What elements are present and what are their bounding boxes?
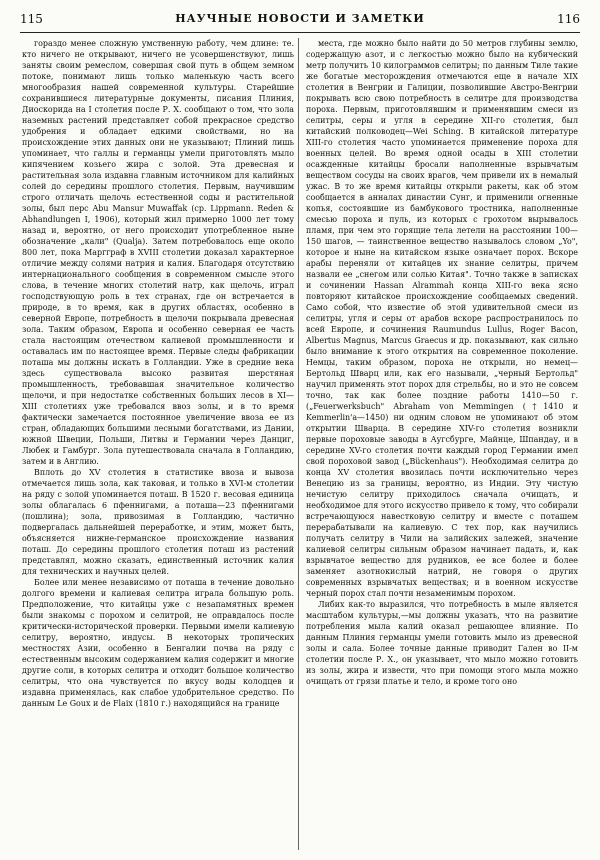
paragraph: гораздо менее сложную умственную работу, чем длине: те. кто ничего не открывают, ничего не усовершенствуют, лишь заняты своим ремеслом, совершая свой путь в общем земном потоке, понимают лишь только маленькую часть всего многообразия нашей современной культуры. Старейшие сохранившиеся литературные документы, писания Плиния, Диоскорида на I столетия после Р. Х. сообщают о том, что зола наземных растений представляет собой прекрасное средство удобрения и обладает едкими свойствами, но на происхождение этих данных они не указывают; Плиний лишь упоминает, что галлы и германцы умели приготовлять мыло кипячением козьего жира с золой. Эта древесная и растительная зола издавна главным источником для калийных солей до середины прошлого столетия. Первым, научившим строго отличать щелочь естественной соды и растительной золы, был перс Abu Mansur Muwaffak (ср. Lippmann. Reden & Abhandlungen I, 1906), который жил примерно 1000 лет тому назад и, вероятно, от него происходит употребленное ныне обозначение „кали" (Qualja). Затем потребовалось еще около 800 лет, пока Маргграф в XVIII столетии доказал характерное отличие между солями натрия и калия. Благодаря отсутствию интернационального сообщения в современном смысле этого слова, в течение многих столетий натр, как щелочь, играл господствующую роль в тех странах, где он встречается в природе, в то время, как в других областях, особенно в северной Европе, потребность в щелочи покрывала древесная зола. Таким образом, Европа и особенно северная ее часть стала настоящим отечеством калиевой промышленности и оставалась им по настоящее время. Первые следы фабрикации поташа мы должны искать в Голландии. Уже в средние века здесь существовала высоко развитая шерстяная промышленность, требовавшая значительное количество щелочи, и при недостатке собственных больших лесов в XI—XIII столетиях уже требовался ввоз золы, и в то время фактически замечается постоянное увеличение ввоза ее из стран, обладающих большими лесными богатствами, из Дании, южной Швеции, Польши, Литвы и Германии через Данциг, Любек и Гамбург. Зола путешествовала сначала в Голландию, затем и в Англию.	[22, 39, 294, 466]
right-column	[306, 38, 578, 850]
left-page-number: 115	[20, 12, 43, 26]
paragraph: Более или менее независимо от поташа в течение довольно долгого времени и калиевая селитра играла большую роль. Предположение, что китайцы уже с незапамятных времен были знакомы с порохом и селитрой, не оправдалось после критически-исторической проверки. Первыми имели калиевую селитру, вероятно, индусы. В некоторых тропических местностях Азии, особенно в Бенгалии почва на ряду с естественным высоким содержанием калия содержит и многие другие соли, в которых селитра и отходит большое количество селитры, что она чувствуется по вкусу воды колодцев и издавна применялась, как слабое удобрительное средство. По данным Le Goux и de Flaix (1810 г.) находящийся на границе	[22, 578, 294, 708]
paragraph: места, где можно было найти до 50 метров глубины землю, содержащую азот, и с легкостью можно было на кубический метр получить 10 килограммов селитры; по данным Тиле такие же богатые месторождения отмечаются еще в начале XIX столетия в Венгрии и Галиции, позволившие Австро-Венгрии покрывать всю свою потребность в селитре для производства пороха. Первым, приготовлявшим и применявшим смеси из селитры, серы и угля в середине XII-го столетия, был китайский полководец—Wei Sching. В китайской литературе XIII-го столетия часто упоминается применение пороха для военных целей. Во время одной осады в XIII столетии осажденные китайцы бросали наполненные взрывчатым веществом сосуды на своих врагов, чем привели их в немалый ужас. В то же время китайцы открыли ракеты, как об этом сообщается в анналах династии Сунг, и применили огненные копья, состоявшие из бамбукового тростника, наполненные смесью пороха и пуль, из которых с грохотом вырывалось пламя, при чем это горящие тела летели на расстоянии 100—150 шагов, — таинственное вещество называлось словом „Yo", которое и ныне на китайском языке означает порох. Вскоре арабы переняли от китайцев их знание селитры, причем назвали ее „снегом или солью Китая". Точно также в записках и сочинении Hassan Alrammah конца XIII-го века ясно повторяют китайское происхождение сообщаемых сведений. Само собой, что известие об этой удивительной смеси из селитры, угля и серы от арабов вскоре распространилось по всей Европе, и сочинения Raumundus Lullus, Roger Bacon, Albertus Magnus, Marcus Graecus и др. показывают, как сильно было внимание к этого открытия на современное поколение. Немцы, таким образом, пороха не открыли, но немец—Бертольд Шварц или, как его называли, „черный Бертольд" научил применять этот порох для стрельбы, но и это не совсем точно, так как более поздние работы 1410—50 г. („Feuerwerksbuch" Abraham von Memmingen (†1410 и Kemmerlin'a—1450) ни одним словом не упоминают об этом открытии Шварца. В середине XIV-го столетия возникли первые пороховые заводы в Аугсбурге, Майнце, Шпандау, и в середине XV-го столетия почти каждый город Германии имел свой пороховой завод („Bückenhaus"). Необходимая селитра до конца XV столетия ввозилась почти исключительно через Венецию из за границы, вероятно, из Индии. Эту чистую нечистую селитру приходилось сначала очищать, и необходимое для этого искусство привело к тому, что собирали встречающуюся навестковую селитру и вместе с поташем перерабатывали на калиевую. С тех пор, как научились получать селитру в Чили на залийских залежей, значение калиевой селитры сильным образом начинает падать, и, как взрывчатое вещество для рудников, ее все более и более заменяет азотнокислый натрий, не говоря о других современных взрывчатых веществах; и в военном искусстве черный порох стал почти незаменимым порохом.	[306, 39, 578, 598]
page-header	[20, 12, 580, 32]
running-title: НАУЧНЫЕ НОВОСТИ И ЗАМЕТКИ	[175, 12, 425, 25]
paragraph: Либих как-то выразился, что потребность в мыле является масштабом культуры,—мы должны указать, что на развитие потребления мыла калий оказал решающее влияние. По данным Плиния германцы умели готовить мыло из древесной золы и сала. Более точные данные приводит Гален во II-м столетии после Р. Х., он указывает, что мыло можно готовить из золы, жира и извести, что при помощи этого мыла можно очищать от грязи платье и тело, и кроме того оно	[306, 600, 578, 686]
header-rule	[20, 32, 580, 33]
paragraph: Вплоть до XV столетия в статистике ввоза и вывоза отмечается лишь зола, как таковая, и только в XVI-м столетии на ряду с золой упоминается поташ. В 1520 г. весовая единица золы облагалась 6 пфеннигами, а поташа—23 пфеннигами (пошлина); зола, привозимая в Голландию, частично подвергалась дальнейшей переработке, и этим, может быть, объясняется нижне-германское происхождение названия поташ. До середины прошлого столетия поташ из растений представлял, можно сказать, единственный источник калия для технических и научных целей.	[22, 468, 294, 576]
right-page-number: 116	[557, 12, 580, 26]
left-column	[22, 38, 294, 850]
column-divider	[298, 38, 299, 850]
